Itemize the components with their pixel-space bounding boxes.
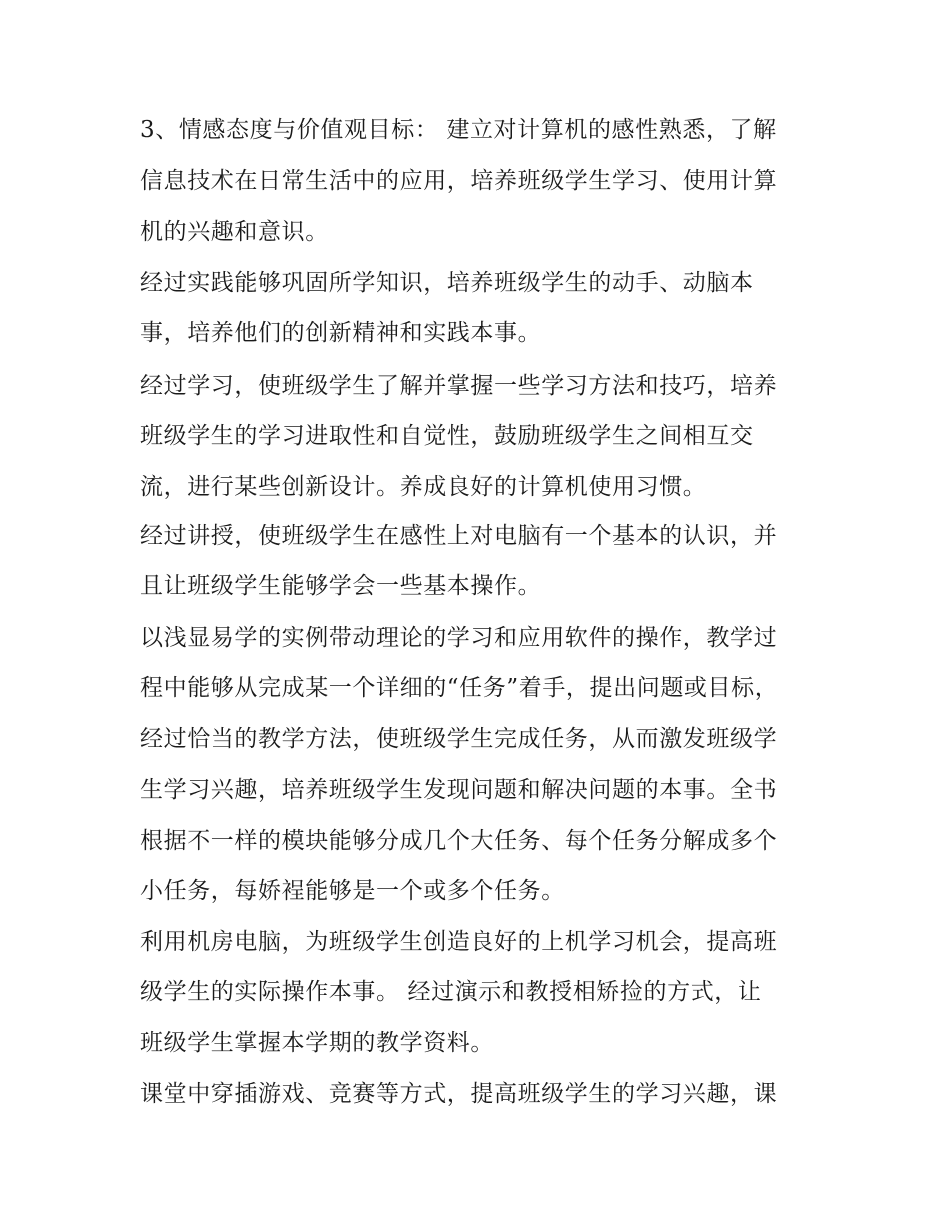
text-line: 级学生的实际操作本事。 经过演示和教授相矫捡的方式，让 (140, 979, 762, 1005)
text-line: 经过学习，使班级学生了解并掌握一些学习方法和技巧，培养 (140, 373, 778, 399)
text-line: 经过讲授，使班级学生在感性上对电脑有一个基本的认识，并 (140, 523, 778, 549)
text-line: 且让班级学生能够学会一些基本操作。 (140, 573, 542, 599)
text-line: 程中能够从完成某一个详细的“任务”着手，提出问题或目标， (140, 675, 779, 701)
text-line: 根据不一样的模块能够分成几个大任务、每个任务分解成多个 (140, 828, 778, 854)
text-line: 课堂中穿插游戏、竞赛等方式，提高班级学生的学习兴趣，课 (140, 1081, 778, 1107)
text-line: 3、情感态度与价值观目标： 建立对计算机的感性熟悉，了解 (140, 117, 777, 143)
text-line: 机的兴趣和意识。 (140, 219, 329, 245)
text-line: 事，培养他们的创新精神和实践本事。 (140, 320, 542, 346)
text-line: 经过恰当的教学方法，使班级学生完成任务，从而激发班级学 (140, 726, 778, 752)
text-line: 班级学生掌握本学期的教学资料。 (140, 1030, 494, 1056)
text-line: 班级学生的学习进取性和自觉性，鼓励班级学生之间相互交 (140, 423, 754, 449)
text-line: 小任务，每娇裎能够是一个或多个任务。 (140, 878, 565, 904)
text-line: 流，进行某些创新设计。养成良好的计算机使用习惯。 (140, 474, 707, 500)
text-line: 以浅显易学的实例带动理论的学习和应用软件的操作，教学过 (140, 625, 778, 651)
text-line: 信息技术在日常生活中的应用，培养班级学生学习、使用计算 (140, 168, 778, 194)
text-line: 经过实践能够巩固所学知识，培养班级学生的动手、动脑本 (140, 270, 754, 296)
text-line: 利用机房电脑，为班级学生创造良好的上机学习机会，提高班 (140, 929, 778, 955)
text-line: 生学习兴趣，培养班级学生发现问题和解决问题的本事。全书 (140, 777, 778, 803)
